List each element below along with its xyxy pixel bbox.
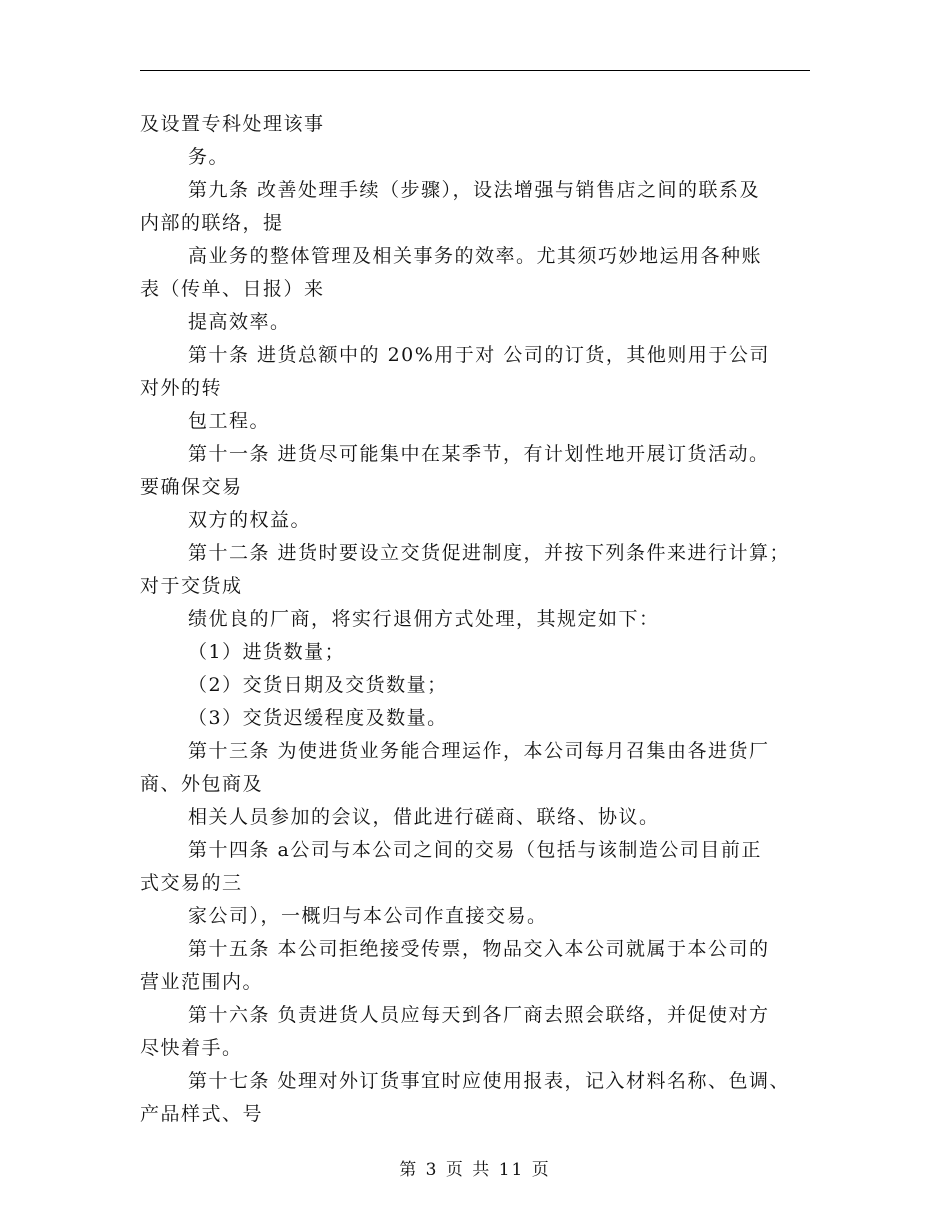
text-line: 第十二条 进货时要设立交货促进制度，并按下列条件来进行计算；: [188, 542, 791, 564]
text-line: 及设置专科处理该事: [140, 113, 325, 135]
text-line: 高业务的整体管理及相关事务的效率。尤其须巧妙地运用各种账: [188, 245, 763, 267]
text-line: 第十七条 处理对外订货事宜时应使用报表，记入材料名称、色调、: [188, 1070, 791, 1092]
text-line: 第十四条 a公司与本公司之间的交易（包括与该制造公司目前正: [188, 839, 762, 861]
text-line: 家公司），一概归与本公司作直接交易。: [188, 905, 548, 927]
text-line: 双方的权益。: [188, 509, 312, 531]
page-indicator: 第 3 页 共 11 页: [399, 1160, 551, 1180]
text-line: 第十条 进货总额中的 20%用于对 公司的订货，其他则用于公司: [188, 344, 770, 366]
text-line: （2）交货日期及交货数量；: [188, 674, 448, 696]
text-line: （3）交货迟缓程度及数量。: [188, 707, 448, 729]
text-line: 产品样式、号: [140, 1103, 264, 1125]
text-line: 内部的联络，提: [140, 212, 284, 234]
text-line: 第十一条 进货尽可能集中在某季节，有计划性地开展订货活动。: [188, 443, 770, 465]
text-line: 提高效率。: [188, 311, 291, 333]
text-line: （1）进货数量；: [188, 641, 346, 663]
text-line: 第十五条 本公司拒绝接受传票，物品交入本公司就属于本公司的: [188, 938, 770, 960]
text-line: 包工程。: [188, 410, 271, 432]
text-line: 绩优良的厂商，将实行退佣方式处理，其规定如下：: [188, 608, 660, 630]
header-rule: [140, 70, 810, 71]
text-line: 第十三条 为使进货业务能合理运作，本公司每月召集由各进货厂: [188, 740, 770, 762]
text-line: 要确保交易: [140, 476, 243, 498]
text-line: 表（传单、日报）来: [140, 278, 325, 300]
text-line: 对外的转: [140, 377, 223, 399]
text-line: 商、外包商及: [140, 773, 264, 795]
text-line: 尽快着手。: [140, 1037, 243, 1059]
text-line: 对于交货成: [140, 575, 243, 597]
text-line: 第十六条 负责进货人员应每天到各厂商去照会联络，并促使对方: [188, 1004, 770, 1026]
text-line: 第九条 改善处理手续（步骤），设法增强与销售店之间的联系及: [188, 179, 761, 201]
text-line: 务。: [188, 146, 230, 168]
text-line: 营业范围内。: [140, 971, 264, 993]
text-line: 式交易的三: [140, 872, 243, 894]
text-line: 相关人员参加的会议，借此进行磋商、联络、协议。: [188, 806, 660, 828]
